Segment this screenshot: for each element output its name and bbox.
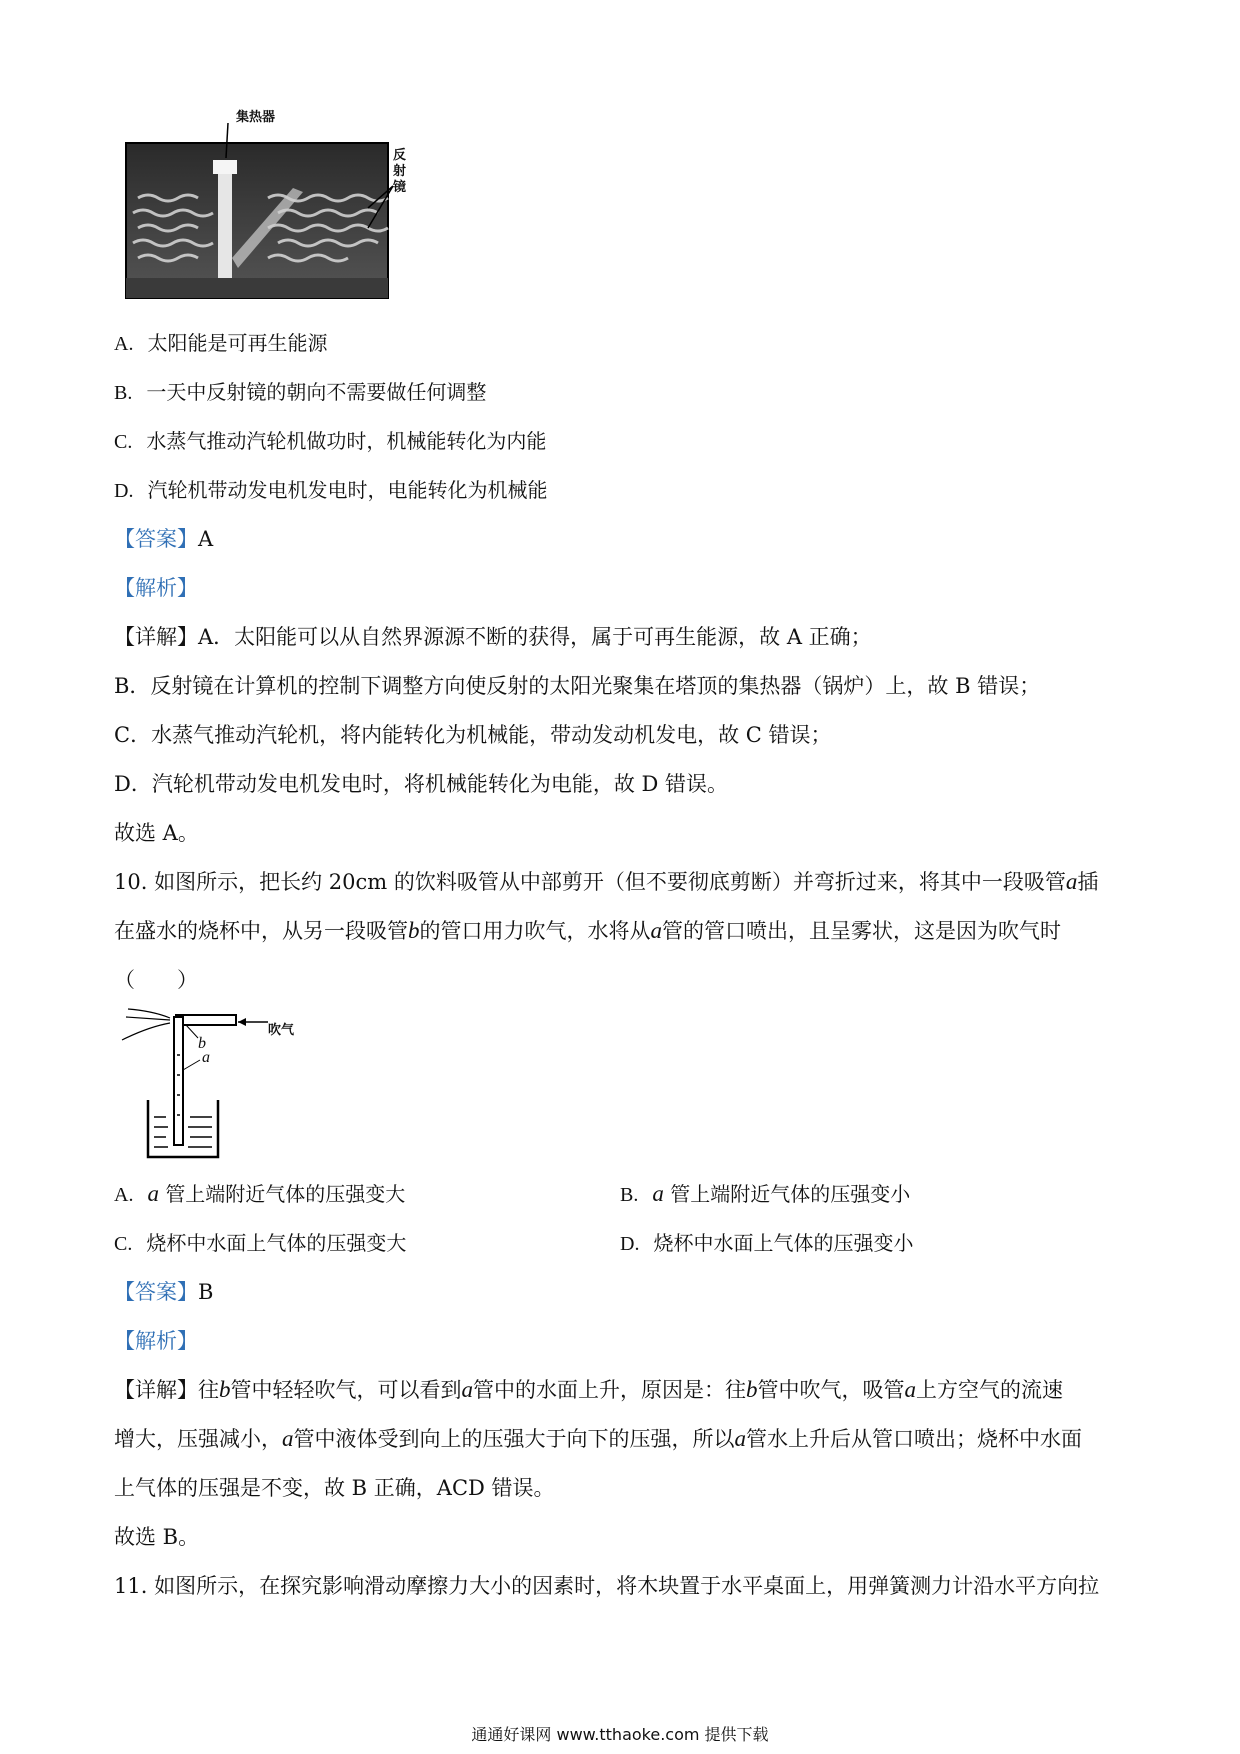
solar-tower-figure — [118, 108, 418, 303]
straw-a-label: a — [202, 1049, 210, 1066]
q11-stem: 11. 如图所示，在探究影响滑动摩擦力大小的因素时，将木块置于水平桌面上，用弹簧测力计沿水平方向拉 — [114, 1574, 1100, 1598]
page-footer: 通通好课网 www.tthaoke.com 提供下载 — [471, 1725, 769, 1744]
q10-bracket: （ ） — [114, 968, 198, 992]
q10-analysis-tag: 【解析】 — [114, 1329, 198, 1353]
blow-label: 吹气 — [268, 1023, 295, 1038]
q10-stem-line2: 在盛水的烧杯中，从另一段吸管b的管口用力吹气，水将从a管的管口喷出，且呈雾状，这是因为吹气时 — [114, 918, 1061, 943]
collector-label: 集热器 — [236, 110, 276, 125]
straw-b-label: b — [198, 1035, 206, 1052]
q10-option-c: C. 烧杯中水面上气体的压强变大 — [114, 1231, 407, 1255]
mirror-label: 反射镜 — [393, 148, 407, 195]
solar-tower-photo — [118, 108, 418, 303]
q9-conclusion: 故选 A。 — [114, 821, 199, 845]
q9-option-b: B. 一天中反射镜的朝向不需要做任何调整 — [114, 380, 487, 404]
q10-option-b: B. a 管上端附近气体的压强变小 — [620, 1181, 911, 1206]
q10-detail-3: 上气体的压强是不变，故 B 正确，ACD 错误。 — [114, 1476, 555, 1500]
straw-beaker-figure — [118, 1005, 298, 1165]
q9-detail-4: D．汽轮机带动发电机发电时，将机械能转化为电能，故 D 错误。 — [114, 772, 729, 796]
q9-analysis-tag: 【解析】 — [114, 576, 198, 600]
answer-tag: 【答案】 — [114, 527, 198, 551]
q10-answer: 【答案】B — [114, 1280, 214, 1304]
q9-option-c: C. 水蒸气推动汽轮机做功时，机械能转化为内能 — [114, 429, 547, 453]
q10-option-a: A. a 管上端附近气体的压强变大 — [114, 1181, 406, 1206]
q9-detail-3: C．水蒸气推动汽轮机，将内能转化为机械能，带动发动机发电，故 C 错误； — [114, 723, 832, 747]
q9-detail-2: B．反射镜在计算机的控制下调整方向使反射的太阳光聚集在塔顶的集热器（锅炉）上，故 B 错误； — [114, 674, 1041, 698]
q10-conclusion: 故选 B。 — [114, 1525, 200, 1549]
q10-detail-1: 【详解】往b管中轻轻吹气，可以看到a管中的水面上升，原因是：往b管中吹气，吸管a上方空气的流速 — [114, 1377, 1063, 1402]
q9-answer: 【答案】A — [114, 527, 214, 551]
q9-detail-1: 【详解】A．太阳能可以从自然界源源不断的获得，属于可再生能源，故 A 正确； — [114, 625, 872, 649]
q10-stem-line1: 10. 如图所示，把长约 20cm 的饮料吸管从中部剪开（但不要彻底剪断）并弯折过来，将其中一段吸管a插 — [114, 869, 1099, 894]
q10-detail-2: 增大，压强减小，a管中液体受到向上的压强大于向下的压强，所以a管水上升后从管口喷出；烧杯中水面 — [114, 1426, 1082, 1451]
q10-option-d: D. 烧杯中水面上气体的压强变小 — [620, 1231, 914, 1255]
q9-option-a: A. 太阳能是可再生能源 — [114, 331, 328, 355]
q9-option-d: D. 汽轮机带动发电机发电时，电能转化为机械能 — [114, 478, 548, 502]
